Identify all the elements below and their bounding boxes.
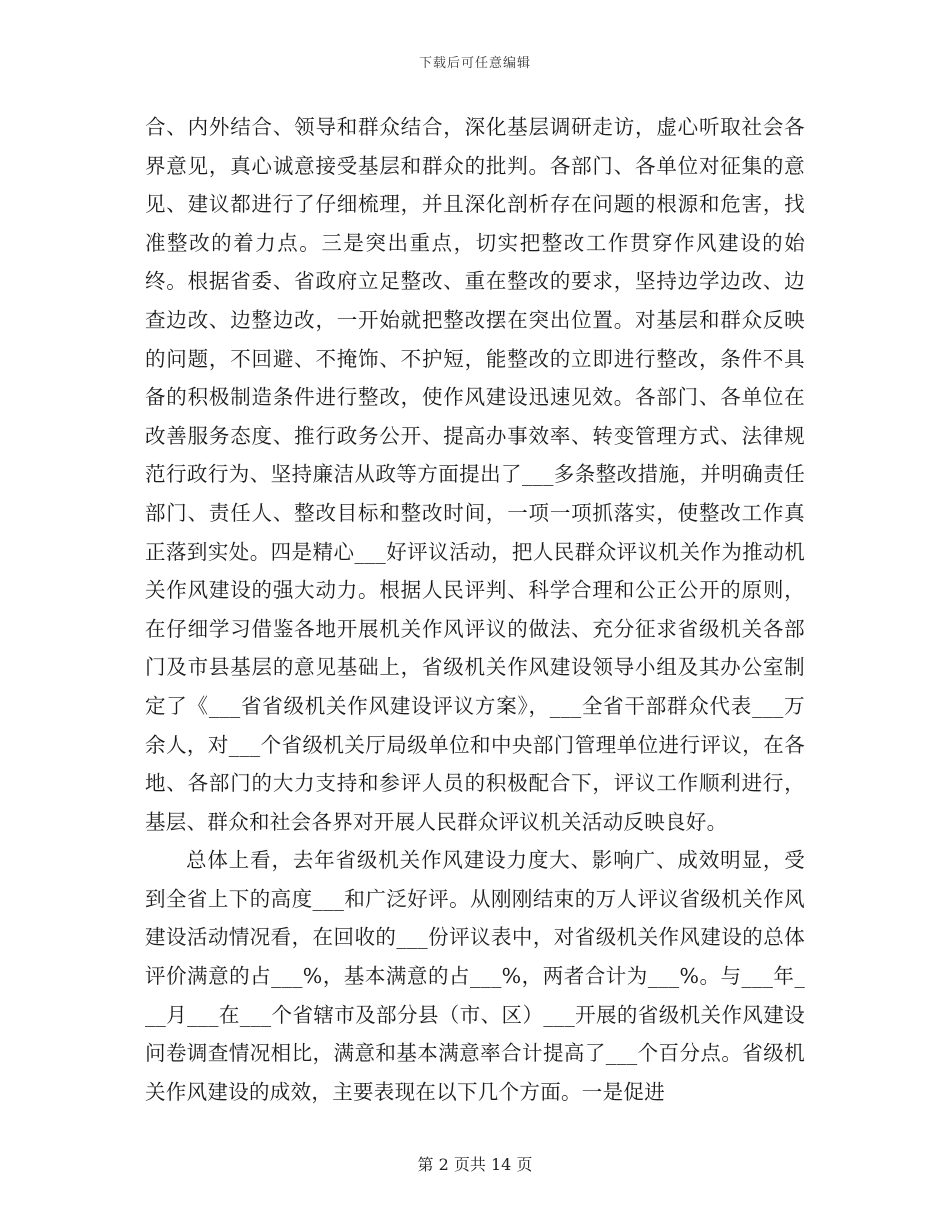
body-paragraph-2: 总体上看，去年省级机关作风建设力度大、影响广、成效明显，受到全省上下的高度___和广泛好评。从刚刚结束的万人评议省级机关作风建设活动情况看，在回收的___份评议表中，对省级机关作风建设的总体评价满意的占___%，基本满意的占___%，两者合计为___%。与___年___月___在___个省辖市及部分县（市、区）___开展的省级机关作风建设问卷调查情况相比，满意和基本满意率合计提高了___个百分点。省级机关作风建设的成效，主要表现在以下几个方面。一是促进 bbox=[145, 848, 805, 1104]
page-footer: 第 2 页共 14 页 bbox=[417, 1155, 533, 1174]
body-paragraph-1: 合、内外结合、领导和群众结合，深化基层调研走访，虚心听取社会各界意见，真心诚意接受基层和群众的批判。各部门、各单位对征集的意见、建议都进行了仔细梳理，并且深化剖析存在问题的根源和危害，找准整改的着力点。三是突出重点，切实把整改工作贯穿作风建设的始终。根据省委、省政府立足整改、重在整改的要求，坚持边学边改、边查边改、边整边改，一开始就把整改摆在突出位置。对基层和群众反映的问题，不回避、不掩饰、不护短，能整改的立即进行整改，条件不具备的积极制造条件进行整改，使作风建设迅速见效。各部门、各单位在改善服务态度、推行政务公开、提高办事效率、转变管理方式、法律规范行政行为、坚持廉洁从政等方面提出了___多条整改措施，并明确责任部门、责任人、整改目标和整改时间，一项一项抓落实，使整改工作真正落到实处。四是精心___好评议活动，把人民群众评议机关作为推动机关作风建设的强大动力。根据人民评判、科学合理和公正公开的原则，在仔细学习借鉴各地开展机关作风评议的做法、充分征求省级机关各部门及市县基层的意见基础上，省级机关作风建设领导小组及其办公室制定了《___省省级机关作风建设评议方案》，___全省干部群众代表___万余人，对___个省级机关厅局级单位和中央部门管理单位进行评议，在各地、各部门的大力支持和参评人员的积极配合下，评议工作顺利进行，基层、群众和社会各界对开展人民群众评议机关活动反映良好。 bbox=[145, 115, 805, 834]
page-header: 下载后可任意编辑 bbox=[418, 56, 531, 71]
document-body bbox=[145, 108, 805, 1111]
